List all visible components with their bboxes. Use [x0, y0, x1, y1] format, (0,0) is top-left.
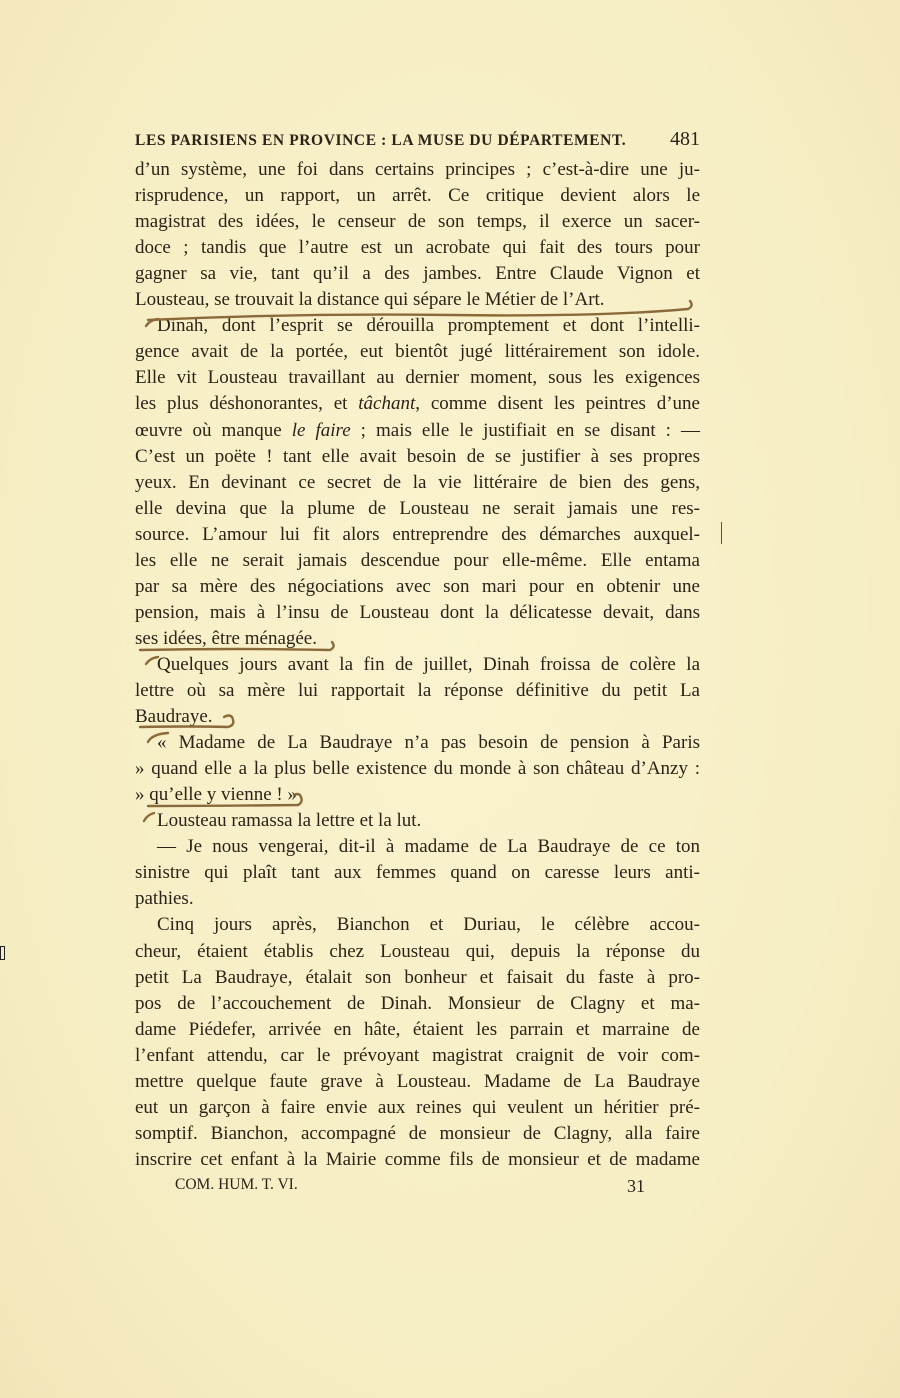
text-segment: dame Piédefer, arrivée en hâte, étaient les parrain et marraine de: [135, 1018, 700, 1040]
text-segment: d’un système, une foi dans certains principes ; c’est-à-dire une ju-: [135, 159, 700, 180]
text-segment: pension, mais à l’insu de Lousteau dont la délicatesse devait, dans: [135, 601, 700, 623]
italic-text: tâchant: [358, 393, 416, 415]
text-segment: ses idées, être ménagée.: [135, 627, 317, 649]
text-segment: cheur, étaient établis chez Lousteau qui, depuis la réponse du: [135, 940, 700, 962]
text-segment: œuvre où manque: [135, 419, 292, 441]
text-segment: lettre où sa mère lui rapportait la réponse définitive du petit La: [135, 680, 700, 701]
text-segment: pos de l’accouchement de Dinah. Monsieur de Clagny et ma-: [135, 992, 700, 1014]
text-segment: , comme disent les peintres d’une: [415, 393, 700, 415]
text-segment: source. L’amour lui fit alors entreprendre des démarches auxquel-: [135, 523, 700, 545]
text-segment: risprudence, un rapport, un arrêt. Ce critique devient alors le: [135, 185, 700, 207]
text-segment: inscrire cet enfant à la Mairie comme fils de monsieur et de madame: [135, 1148, 700, 1170]
footer-signature: COM. HUM. T. VI.: [175, 1176, 298, 1193]
text-segment: magistrat des idées, le censeur de son temps, il exerce un sacer-: [135, 211, 700, 233]
sheet-number: 31: [627, 1176, 645, 1196]
text-segment: somptif. Bianchon, accompagné de monsieur de Clagny, alla faire: [135, 1122, 700, 1144]
paragraph-mark: [146, 657, 158, 664]
text-segment: doce ; tandis que l’autre est un acrobate qui fait des tours pour: [135, 237, 700, 259]
text-segment: Baudraye.: [135, 706, 213, 728]
text-segment: les plus déshonorantes, et: [135, 393, 359, 415]
text-segment: yeux. En devinant ce secret de la vie littéraire de bien des gens,: [135, 471, 700, 493]
paragraph-mark: [148, 733, 168, 742]
page-number: 481: [670, 128, 700, 150]
text-segment: par sa mère des négociations avec son mari pour en obtenir une: [135, 575, 700, 597]
text-segment: Elle vit Lousteau travaillant au dernier moment, sous les exigences: [135, 367, 700, 389]
text-segment: gagner sa vie, tant qu’il a des jambes. Entre Claude Vignon et: [135, 263, 700, 285]
text-segment: Dinah, dont l’esprit se dérouilla promptement et dont l’intelli-: [157, 315, 700, 337]
text-segment: eut un garçon à faire envie aux reines qui veulent un héritier pré-: [135, 1096, 700, 1118]
text-segment: ; mais elle le justifiait en se disant : —: [350, 419, 700, 441]
text-segment: Cinq jours après, Bianchon et Duriau, le célèbre accou-: [157, 914, 700, 936]
italic-text: le faire: [291, 419, 351, 441]
underline-mark: [148, 794, 302, 806]
underline-mark: [140, 716, 233, 728]
text-segment: Quelques jours avant la fin de juillet, Dinah froissa de colère la: [157, 653, 700, 675]
text-segment: mettre quelque faute grave à Lousteau. Madame de La Baudraye: [135, 1070, 700, 1092]
text-segment: sinistre qui plaît tant aux femmes quand on caresse leurs anti-: [135, 862, 700, 884]
text-segment: Lousteau, se trouvait la distance qui sépare le Métier de l’Art.: [135, 289, 605, 311]
underline-mark: [148, 301, 692, 320]
text-segment: l’enfant attendu, car le prévoyant magistrat craignit de voir com-: [135, 1044, 700, 1066]
text-segment: elle devina que la plume de Lousteau ne serait jamais une res-: [135, 497, 700, 519]
text-segment: les elle ne serait jamais descendue pour elle-même. Elle entama: [135, 549, 700, 571]
text-segment: » qu’elle y vienne ! »: [135, 784, 297, 806]
text-segment: Lousteau ramassa la lettre et la lut.: [157, 810, 422, 832]
paragraph-mark: [144, 813, 154, 821]
text-segment: pathies.: [135, 888, 194, 910]
text-segment: petit La Baudraye, étalait son bonheur et faisait du faste à pro-: [135, 966, 700, 988]
text-segment: » quand elle a la plus belle existence du monde à son château d’Anzy :: [135, 758, 700, 780]
text-segment: C’est un poëte ! tant elle avait besoin de se justifier à ses propres: [135, 445, 700, 467]
underline-mark: [140, 642, 334, 650]
text-segment: — Je nous vengerai, dit-il à madame de La Baudraye de ce ton: [157, 836, 700, 858]
text-segment: gence avait de la portée, eut bientôt jugé littérairement son idole.: [135, 341, 700, 363]
text-segment: « Madame de La Baudraye n’a pas besoin de pension à Paris: [157, 732, 700, 754]
header-title: LES PARISIENS EN PROVINCE : LA MUSE DU DÉPARTEMENT.: [135, 132, 627, 149]
